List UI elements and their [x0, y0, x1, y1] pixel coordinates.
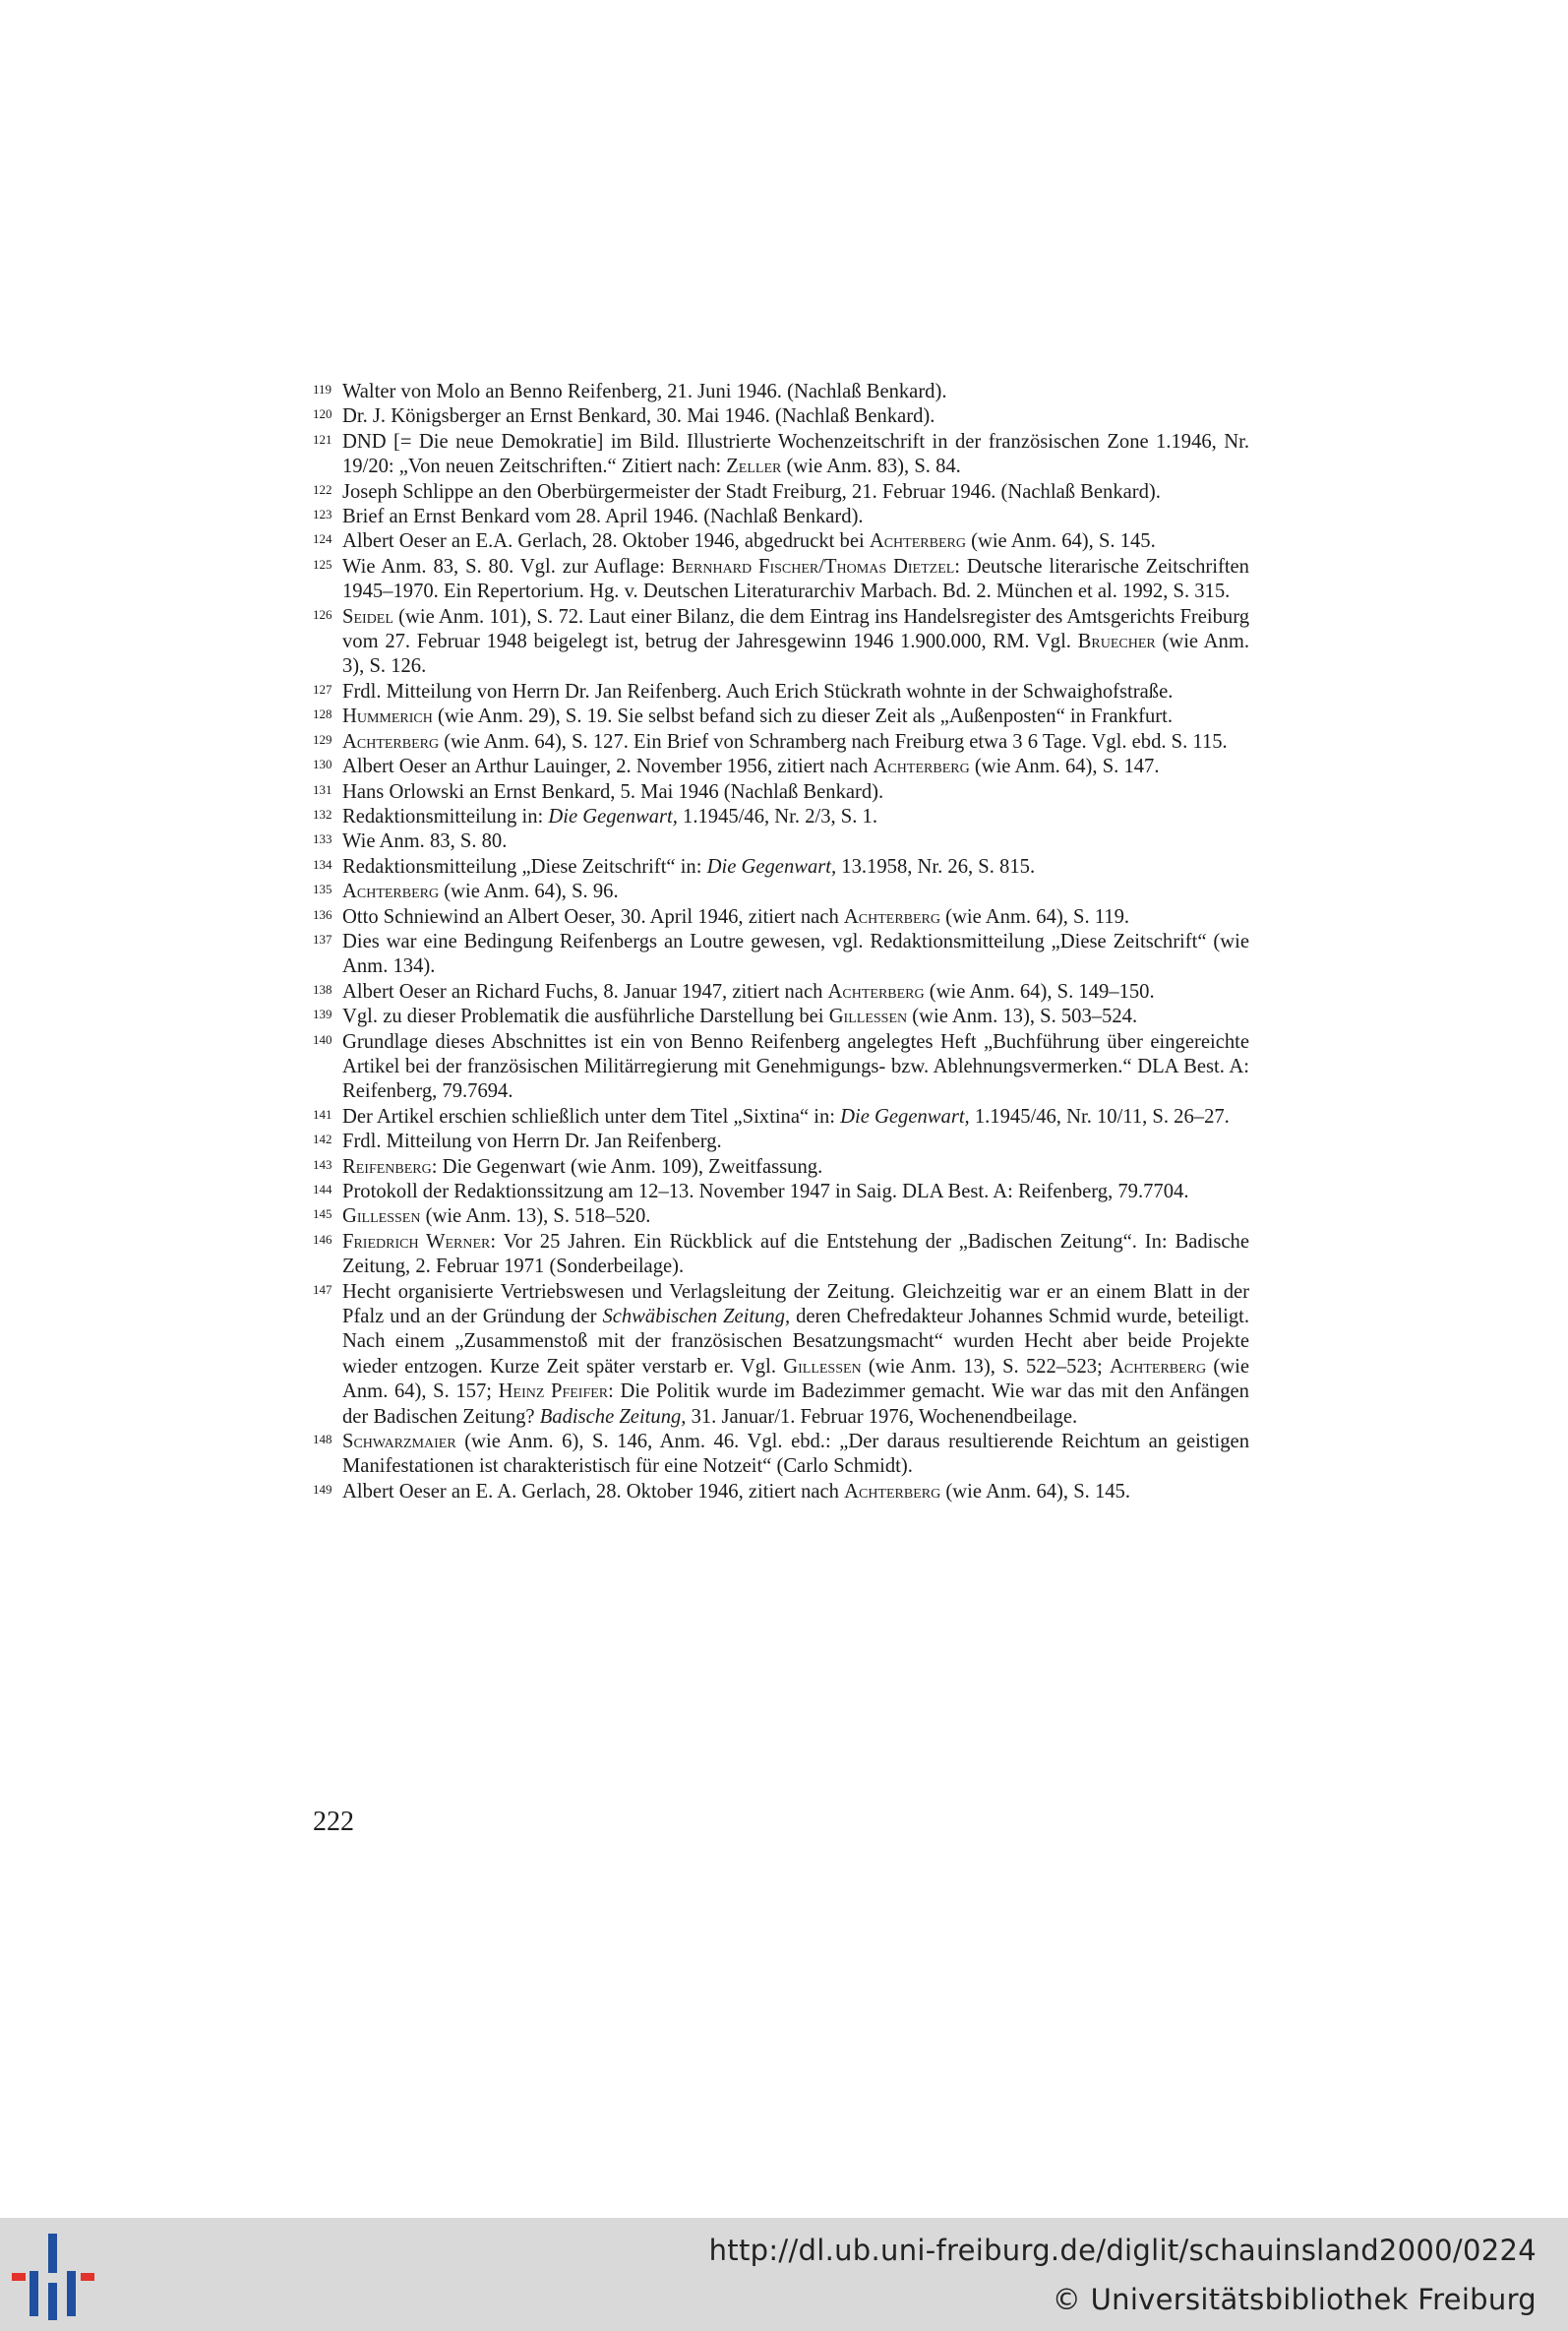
footnote	[313, 805, 1249, 829]
footnote	[313, 1105, 1249, 1130]
footnote-text: Redaktionsmitteilung „Diese Zeitschrift“ in:	[342, 855, 707, 878]
footnote-number: 137	[313, 931, 332, 947]
footnote-text: (wie Anm. 64), S. 119.	[940, 905, 1130, 928]
footnote-text: Dr. J. Königsberger an Ernst Benkard, 30. Mai 1946. (Nachlaß Benkard).	[342, 405, 935, 428]
footnote	[313, 1130, 1249, 1154]
footnote-text: Otto Schniewind an Albert Oeser, 30. April 1946, zitiert nach	[342, 905, 844, 928]
author-name: Achterberg	[342, 730, 440, 753]
author-name: Achterberg	[827, 980, 925, 1003]
footnote-text: (wie Anm. 6), S. 146, Anm. 46. Vgl. ebd.: „Der daraus resultierende Reichtum an geistigen Manifestationen ist charakteristisch für eine Notzeit“ (Carlo Schmidt).	[342, 1431, 1249, 1478]
author-name: Gillessen	[783, 1355, 862, 1378]
footnote	[313, 480, 1249, 505]
footnote-number: 128	[313, 706, 332, 722]
footnote	[313, 1204, 1249, 1229]
footnote	[313, 1230, 1249, 1280]
footnote-text: (wie Anm. 13), S. 518–520.	[420, 1205, 651, 1228]
footnote-number: 127	[313, 681, 332, 697]
footnote-text: (wie Anm. 13), S. 503–524.	[907, 1006, 1138, 1028]
footnote-number: 135	[313, 882, 332, 897]
footnote-text: Wie Anm. 83, S. 80. Vgl. zur Auflage:	[342, 555, 672, 578]
footnote-number: 120	[313, 406, 332, 422]
footnote	[313, 980, 1249, 1005]
ub-freiburg-logo-icon	[10, 2232, 100, 2322]
footnote	[313, 855, 1249, 880]
footnote-number: 142	[313, 1132, 332, 1147]
footnote-text: 1.1945/46, Nr. 2/3, S. 1.	[677, 805, 877, 828]
author-name: Friedrich Werner	[342, 1230, 491, 1253]
footnote	[313, 829, 1249, 854]
footnote-text: : Die Politik wurde im Badezimmer gemacht. Wie war das mit den Anfängen der Badischen Zeitung?	[342, 1380, 1249, 1428]
footnote-text: Vgl. zu dieser Problematik die ausführliche Darstellung bei	[342, 1006, 829, 1028]
footnote-number: 132	[313, 806, 332, 822]
footnote	[313, 605, 1249, 680]
author-name: Bruecher	[1077, 631, 1156, 653]
author-name: Achterberg	[869, 530, 966, 553]
footnote-text: deren Chefredakteur Johannes Schmid wurde, beteiligt. Nach einem „Zusammenstoß mit der französischen Besatzungsmacht“ wurden Hecht aber beide Projekte wieder entzogen. Kurze Zeit später verstarb er. Vgl.	[342, 1306, 1250, 1378]
footnote-text: 31. Januar/1. Februar 1976, Wochenendbeilage.	[686, 1405, 1078, 1428]
author-name: Hummerich	[342, 705, 433, 728]
footnote-text: Redaktionsmitteilung in:	[342, 805, 549, 828]
footnote	[313, 1480, 1249, 1504]
footnote-number: 121	[313, 431, 332, 447]
publication-title: Die Gegenwart,	[548, 805, 678, 828]
author-name: Bernhard Fischer/Thomas Dietzel	[671, 555, 955, 578]
footnote-text: (wie Anm. 13), S. 522–523;	[861, 1355, 1111, 1378]
footnote-text: DND [= Die neue Demokratie] im Bild. Illustrierte Wochenzeitschrift in der französischen Zone 1.1946, Nr. 19/20: „Von neuen Zeitschriften.“ Zitiert nach:	[342, 430, 1249, 478]
footnote	[313, 1155, 1249, 1180]
footnote-text: (wie Anm. 3), S. 126.	[342, 631, 1249, 678]
footnote-number: 140	[313, 1031, 332, 1047]
footnote	[313, 380, 1249, 404]
footnote	[313, 730, 1249, 755]
footnote-number: 130	[313, 757, 332, 772]
footnote-number: 125	[313, 556, 332, 572]
footnote-text: : Die Gegenwart (wie Anm. 109), Zweitfassung.	[431, 1155, 823, 1178]
footnote	[313, 1030, 1249, 1105]
footer-copyright: © Universitätsbibliothek Freiburg	[1052, 2283, 1537, 2316]
footnote-number: 136	[313, 906, 332, 922]
footnote-text: Hecht organisierte Vertriebswesen und Verlagsleitung der Zeitung. Gleichzeitig war er an einem Blatt in der Pfalz und an der Gründung der	[342, 1280, 1249, 1328]
footnote-number: 129	[313, 731, 332, 747]
footnote-text: (wie Anm. 64), S. 96.	[439, 881, 619, 903]
footnote-text: (wie Anm. 64), S. 145.	[940, 1480, 1130, 1503]
author-name: Gillessen	[828, 1006, 908, 1028]
footnote	[313, 529, 1249, 554]
footnote	[313, 1280, 1249, 1430]
footnote-number: 145	[313, 1206, 332, 1222]
author-name: Achterberg	[844, 1480, 941, 1503]
author-name: Reifenberg	[342, 1155, 432, 1178]
footnote-number: 138	[313, 981, 332, 997]
publication-title: Die Gegenwart,	[840, 1105, 970, 1128]
footnote-text: Wie Anm. 83, S. 80.	[342, 830, 508, 853]
footnote	[313, 404, 1249, 429]
footnote-text: (wie Anm. 64), S. 147.	[969, 756, 1160, 778]
footnote	[313, 1005, 1249, 1029]
footnote-text: Joseph Schlippe an den Oberbürgermeister der Stadt Freiburg, 21. Februar 1946. (Nachlaß Benkard).	[342, 480, 1161, 503]
footnote-text: Frdl. Mitteilung von Herrn Dr. Jan Reifenberg. Auch Erich Stückrath wohnte in der Schwaighofstraße.	[342, 680, 1174, 703]
footnote-number: 119	[313, 382, 332, 397]
footnote-text: Grundlage dieses Abschnittes ist ein von Benno Reifenberg angelegtes Heft „Buchführung über eingereichte Artikel bei der französischen Militärregierung mit Genehmigungs- bzw. Ablehnungsvermerken.“ DLA Best. A: Reifenberg, 79.7694.	[342, 1030, 1249, 1103]
footnote-number: 123	[313, 507, 332, 522]
publication-title: Badische Zeitung,	[539, 1405, 687, 1428]
footnote-text: Protokoll der Redaktionssitzung am 12–13. November 1947 in Saig. DLA Best. A: Reifenberg, 79.7704.	[342, 1181, 1189, 1202]
author-name: Achterberg	[843, 905, 941, 928]
page-number: 222	[313, 1807, 354, 1837]
footnote-number: 141	[313, 1106, 332, 1122]
footnote-number: 147	[313, 1281, 332, 1297]
footnote-text: (wie Anm. 64), S. 149–150.	[924, 980, 1155, 1003]
publication-title: Schwäbischen Zeitung,	[602, 1306, 791, 1328]
footnote-text: 13.1958, Nr. 26, S. 815.	[836, 855, 1036, 878]
footnote	[313, 905, 1249, 930]
footnote-number: 124	[313, 531, 332, 547]
footnote	[313, 1180, 1249, 1204]
footnote-number: 122	[313, 481, 332, 497]
footnote-text: (wie Anm. 29), S. 19. Sie selbst befand sich zu dieser Zeit als „Außenposten“ in Frankfurt.	[432, 705, 1173, 728]
footnote-number: 146	[313, 1231, 332, 1247]
footer-bar	[0, 2218, 1568, 2331]
footnote	[313, 755, 1249, 779]
footnotes-section	[313, 380, 1249, 1504]
author-name: Achterberg	[873, 756, 970, 778]
author-name: Gillessen	[342, 1205, 421, 1228]
author-name: Heinz Pfeifer	[498, 1380, 609, 1403]
footnote-text: Frdl. Mitteilung von Herrn Dr. Jan Reifenberg.	[342, 1131, 722, 1153]
footnote	[313, 930, 1249, 980]
footnote-number: 149	[313, 1481, 332, 1497]
footnote-text: Albert Oeser an Richard Fuchs, 8. Januar 1947, zitiert nach	[342, 980, 828, 1003]
author-name: Seidel	[342, 605, 393, 628]
footnote-number: 144	[313, 1182, 332, 1196]
author-name: Achterberg	[342, 881, 440, 903]
footnote	[313, 880, 1249, 904]
author-name: Schwarzmaier	[342, 1431, 456, 1453]
footnote-text: Albert Oeser an E. A. Gerlach, 28. Oktober 1946, zitiert nach	[342, 1480, 845, 1503]
footnote	[313, 680, 1249, 705]
footnote-text: Brief an Ernst Benkard vom 28. April 1946. (Nachlaß Benkard).	[342, 506, 864, 528]
footnote-text: Albert Oeser an E.A. Gerlach, 28. Oktober 1946, abgedruckt bei	[342, 530, 870, 553]
footnote-text: : Deutsche literarische Zeitschriften 1945–1970. Ein Repertorium. Hg. v. Deutschen Literaturarchiv Marbach. Bd. 2. München et al. 1992, S. 315.	[342, 555, 1249, 603]
footnote-number: 148	[313, 1432, 332, 1447]
footnote-number: 143	[313, 1156, 332, 1172]
footnote-text: Walter von Molo an Benno Reifenberg, 21. Juni 1946. (Nachlaß Benkard).	[342, 381, 947, 402]
footnote	[313, 705, 1249, 729]
footnote-text: Albert Oeser an Arthur Lauinger, 2. November 1956, zitiert nach	[342, 756, 874, 778]
footnote-number: 134	[313, 856, 332, 872]
footnote-number: 126	[313, 606, 332, 622]
publication-title: Die Gegenwart,	[706, 855, 837, 878]
author-name: Achterberg	[1110, 1355, 1207, 1378]
footer-url-link[interactable]: http://dl.ub.uni-freiburg.de/diglit/schauinsland2000/0224	[708, 2234, 1537, 2267]
footnote	[313, 780, 1249, 805]
author-name: Zeller	[726, 456, 782, 478]
footnote	[313, 1430, 1249, 1480]
footnote-text: Hans Orlowski an Ernst Benkard, 5. Mai 1946 (Nachlaß Benkard).	[342, 780, 884, 803]
footnote-text: Der Artikel erschien schließlich unter dem Titel „Sixtina“ in:	[342, 1105, 841, 1128]
footnote-text: (wie Anm. 83), S. 84.	[781, 456, 961, 478]
footnote-text: (wie Anm. 101), S. 72. Laut einer Bilanz, die dem Eintrag ins Handelsregister des Amtsgerichts Freiburg vom 27. Februar 1948 beigelegt ist, betrug der Jahresgewinn 1946 1.900.000, RM. Vgl.	[342, 605, 1249, 653]
footnote-number: 133	[313, 831, 332, 847]
footnote	[313, 430, 1249, 480]
footnote-text: Dies war eine Bedingung Reifenbergs an Loutre gewesen, vgl. Redaktionsmitteilung „Diese Zeitschrift“ (wie Anm. 134).	[342, 930, 1249, 978]
footnote	[313, 505, 1249, 529]
footnote-text: : Vor 25 Jahren. Ein Rückblick auf die Entstehung der „Badischen Zeitung“. In: Badische Zeitung, 2. Februar 1971 (Sonderbeilage).	[342, 1230, 1249, 1278]
footnote-text: 1.1945/46, Nr. 10/11, S. 26–27.	[969, 1105, 1230, 1128]
footnote	[313, 555, 1249, 605]
footnote-number: 139	[313, 1007, 332, 1022]
footnote-text: (wie Anm. 64), S. 157;	[342, 1355, 1249, 1403]
footnote-text: (wie Anm. 64), S. 127. Ein Brief von Schramberg nach Freiburg etwa 3 6 Tage. Vgl. ebd. S. 115.	[439, 730, 1228, 753]
footnote-number: 131	[313, 781, 332, 797]
footnote-text: (wie Anm. 64), S. 145.	[965, 530, 1156, 553]
